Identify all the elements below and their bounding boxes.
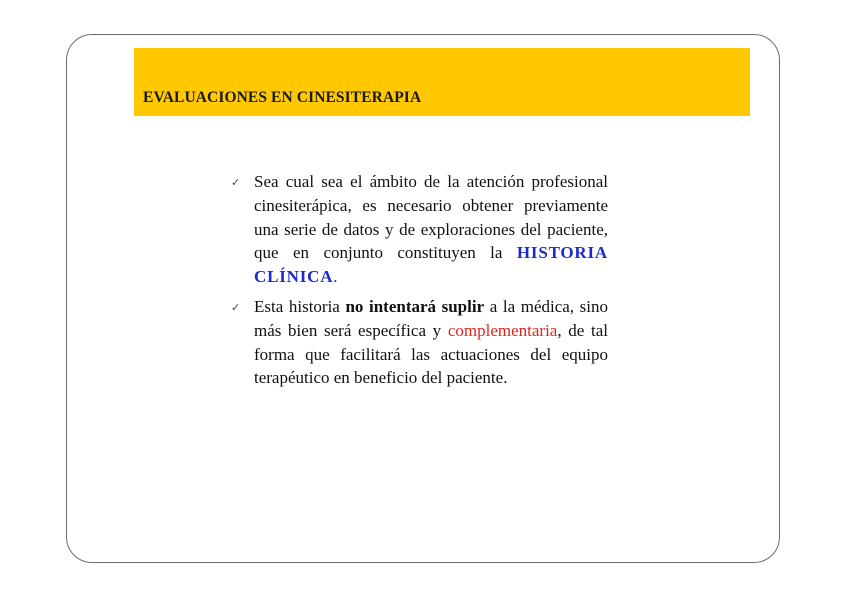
bullet-list (228, 170, 608, 396)
bullet-1-period: . (333, 267, 338, 287)
bullet-2-text-start: Esta historia (254, 296, 346, 316)
title-bar (134, 48, 750, 116)
bullet-item-1 (228, 170, 608, 289)
historia-clinica-highlight: HISTORIA CLÍNICA (254, 243, 608, 287)
bold-phrase: no intentará suplir (345, 296, 485, 316)
bullet-1-text: Sea cual sea el ámbito de la atención profesional cinesiterápica, es necesario obtener previamente una serie de datos y de exploraciones del paciente, que en conjunto constituyen la (254, 172, 608, 263)
bullet-item-2 (228, 295, 608, 390)
complementaria-highlight: complementaria (447, 320, 558, 340)
checkmark-icon: ✓ (231, 176, 241, 189)
bullet-2-text-end: , de tal forma que facilitará las actuaciones del equipo terapéutico en beneficio del paciente. (254, 320, 608, 388)
bullet-2-text-middle: a la médica, sino más bien será específica y (254, 296, 608, 340)
slide-title: EVALUACIONES EN CINESITERAPIA (143, 89, 422, 106)
checkmark-icon: ✓ (231, 300, 241, 314)
